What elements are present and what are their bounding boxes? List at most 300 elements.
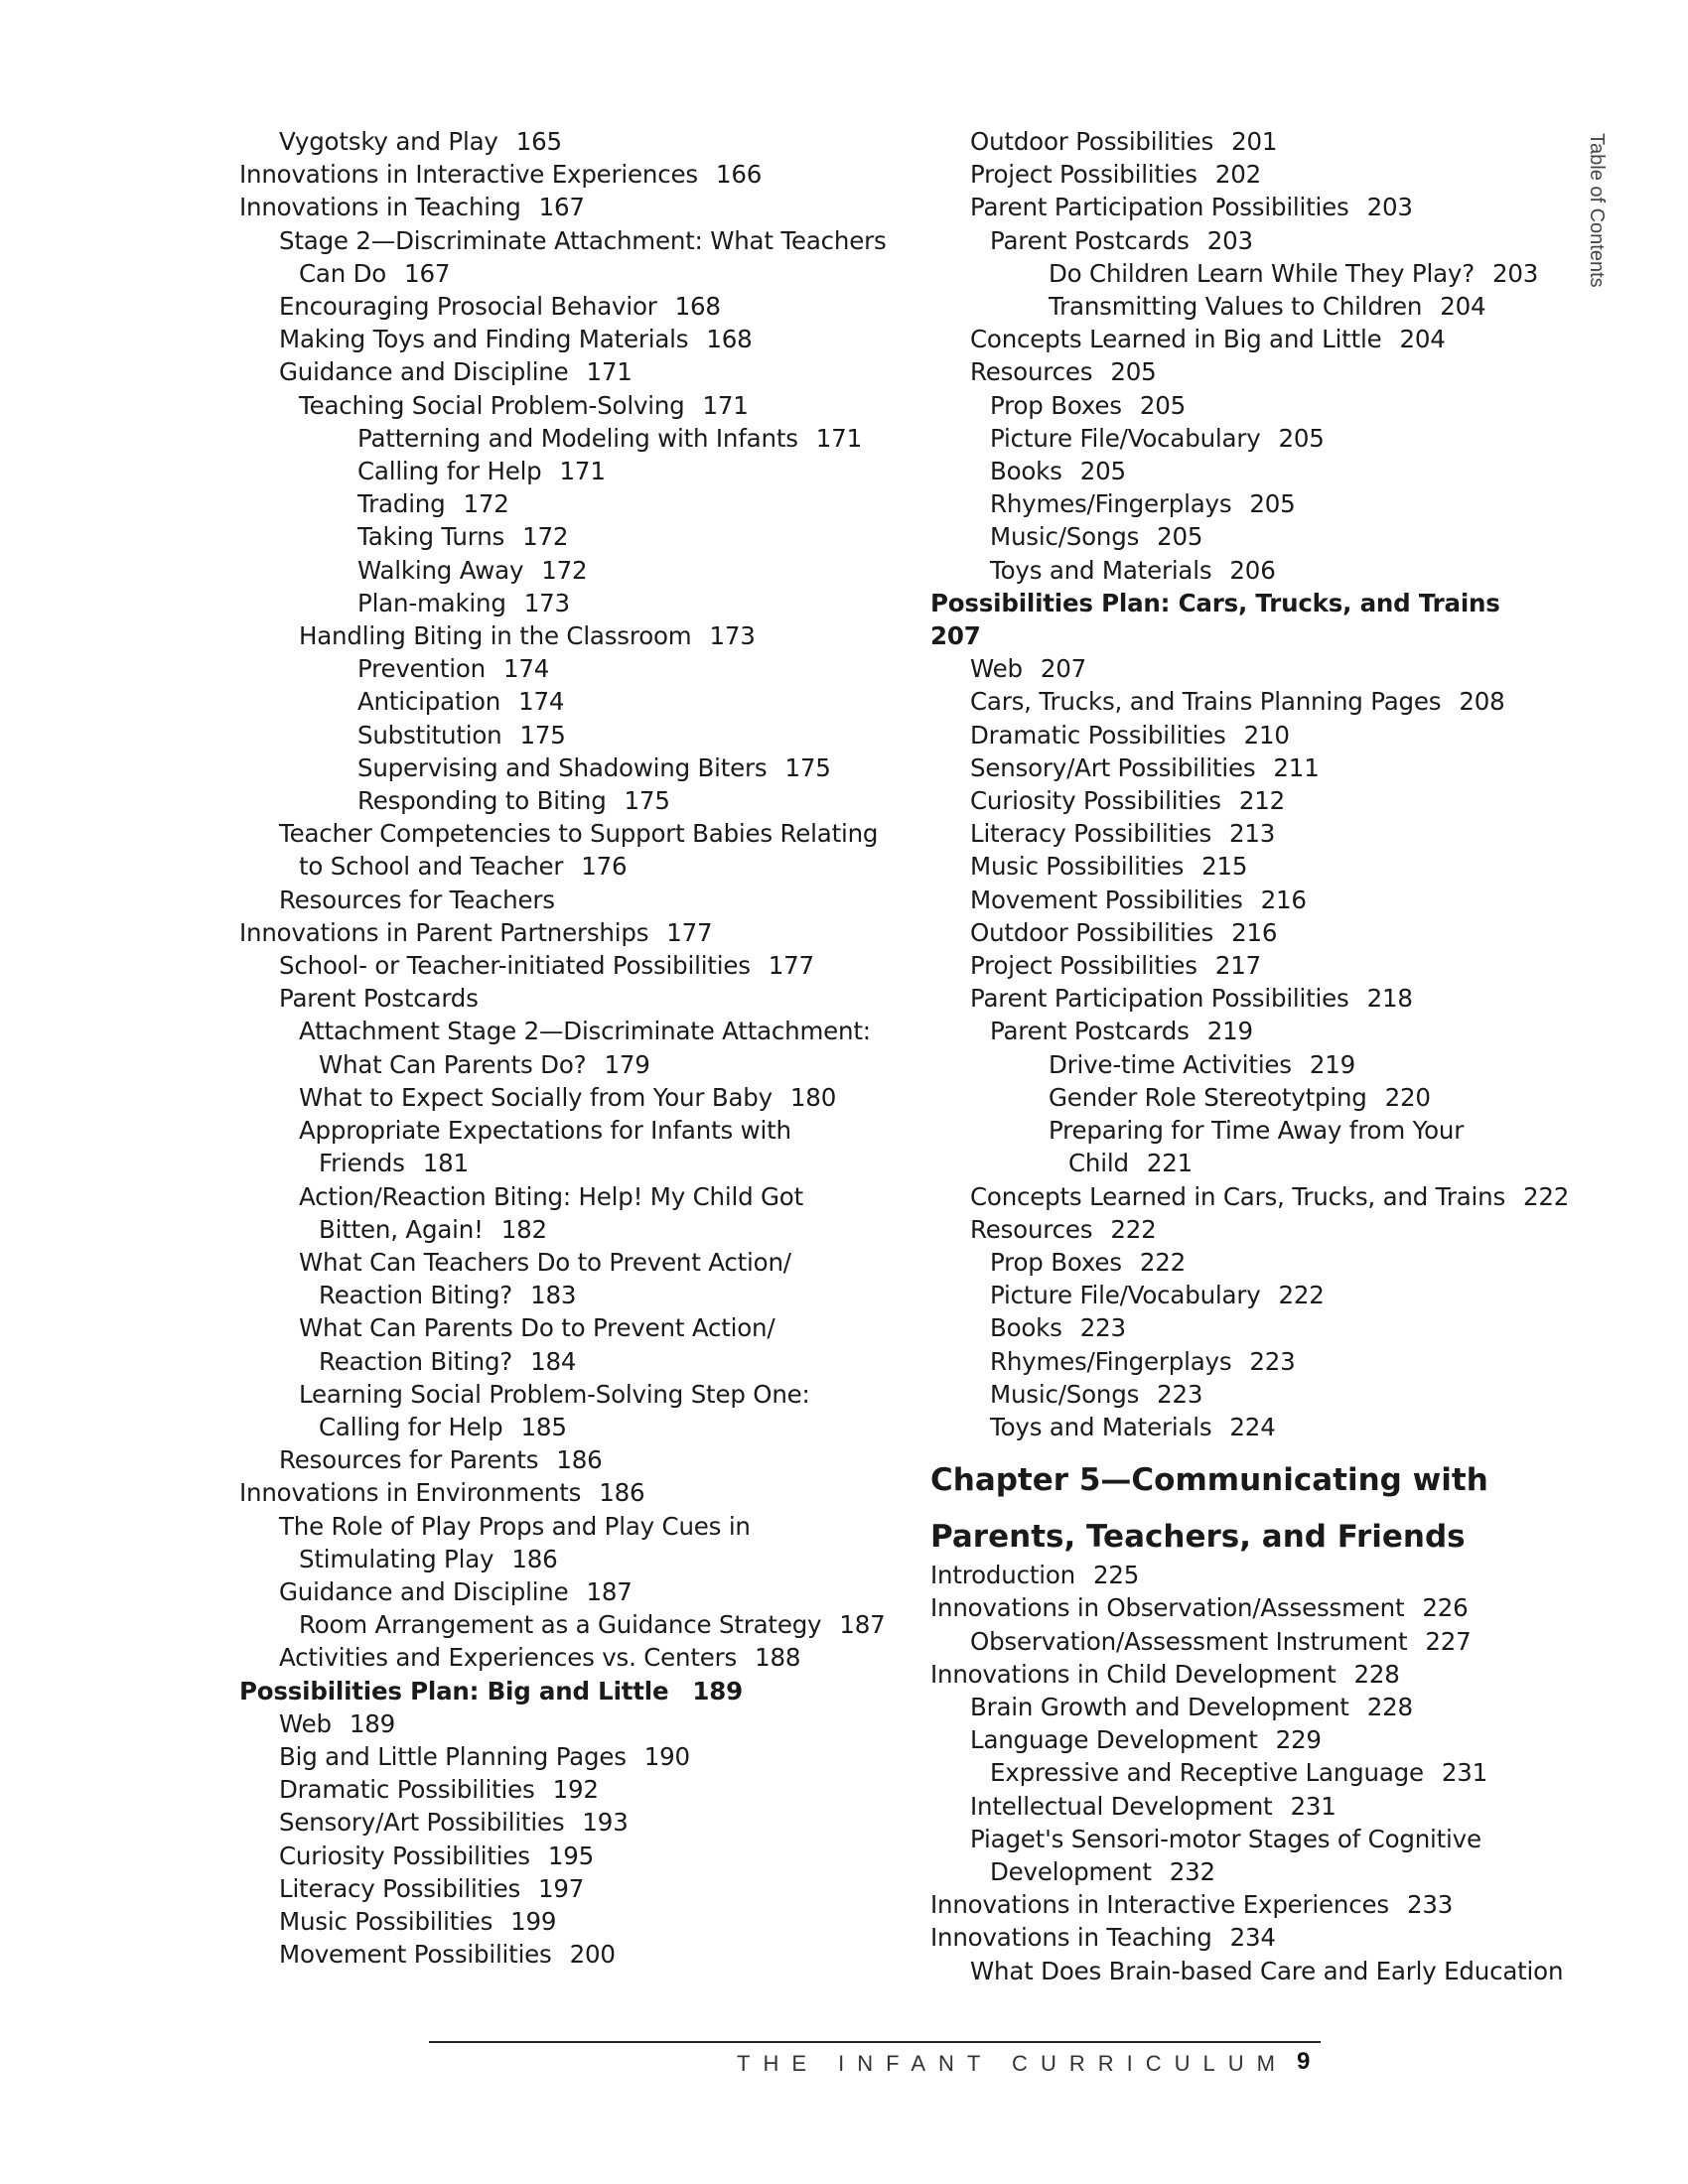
toc-section-heading <box>930 587 1566 619</box>
toc-entry-page: 219 <box>1309 1049 1356 1079</box>
toc-entry-page: 197 <box>538 1873 585 1903</box>
toc-entry-title: Possibilities Plan: Cars, Trucks, and Trains <box>930 588 1500 617</box>
toc-entry-page: 223 <box>1079 1313 1126 1343</box>
toc-entry <box>930 323 1566 355</box>
toc-entry-page: 216 <box>1260 885 1307 914</box>
toc-entry-page: 207 <box>1040 654 1086 684</box>
toc-entry-title: Project Possibilities <box>970 951 1197 981</box>
toc-entry-title: Stimulating Play <box>299 1544 494 1573</box>
toc-entry-title: What Can Teachers Do to Prevent Action/ <box>299 1247 791 1277</box>
toc-entry-page: 231 <box>1290 1791 1336 1821</box>
toc-entry-page: 181 <box>422 1149 469 1178</box>
toc-entry-title: Gender Role Stereotytping <box>1049 1082 1367 1112</box>
side-running-head: Table of Contents <box>1586 133 1608 288</box>
toc-entry <box>239 949 875 982</box>
footer-book-title: THE INFANT CURRICULUM <box>737 2051 1288 2076</box>
toc-entry-page: 186 <box>511 1544 558 1573</box>
toc-entry-title: Literacy Possibilities <box>970 819 1212 849</box>
toc-entry-page: 213 <box>1229 819 1276 849</box>
toc-entry-page: 223 <box>1157 1379 1203 1409</box>
toc-entry <box>239 1279 875 1311</box>
toc-entry-page: 171 <box>586 357 633 387</box>
toc-entry-title: Cars, Trucks, and Trains Planning Pages <box>970 687 1442 717</box>
toc-entry-page: 172 <box>463 489 509 519</box>
toc-entry-page: 182 <box>500 1214 547 1244</box>
toc-entry <box>930 422 1566 455</box>
toc-entry-title: Anticipation <box>357 687 501 717</box>
toc-entry <box>930 1723 1566 1756</box>
toc-entry-page: 228 <box>1366 1692 1413 1721</box>
toc-entry <box>930 1081 1566 1114</box>
toc-entry <box>239 389 875 422</box>
toc-entry-title: Guidance and Discipline <box>279 357 569 387</box>
toc-entry-page: 176 <box>581 852 628 882</box>
toc-entry-page: 175 <box>784 752 831 782</box>
toc-entry-title: Prevention <box>357 654 486 684</box>
toc-entry <box>930 520 1566 553</box>
toc-entry-page: 203 <box>1366 193 1413 222</box>
toc-entry-page: 177 <box>768 951 814 981</box>
toc-entry-title: Innovations in Teaching <box>930 1923 1212 1953</box>
toc-entry-title: Innovations in Teaching <box>239 193 521 222</box>
toc-entry <box>930 1591 1566 1624</box>
toc-entry <box>930 982 1566 1015</box>
toc-entry-title: Resources for Parents <box>279 1445 539 1475</box>
toc-entry-title: Curiosity Possibilities <box>970 786 1221 816</box>
toc-entry-page: 233 <box>1406 1890 1454 1920</box>
toc-entry <box>239 191 875 223</box>
toc-entry-title: Observation/Assessment Instrument <box>970 1626 1408 1656</box>
toc-entry-title: 207 <box>930 621 981 651</box>
toc-entry <box>930 1246 1566 1279</box>
toc-entry-page: 180 <box>789 1082 837 1112</box>
toc-entry <box>930 949 1566 982</box>
toc-entry-title: Parent Participation Possibilities <box>970 193 1349 222</box>
toc-entry <box>239 158 875 191</box>
toc-entry-title: Vygotsky and Play <box>279 127 498 156</box>
toc-entry <box>239 1872 875 1905</box>
toc-entry-title: Resources <box>970 1214 1093 1244</box>
toc-entry-page: 177 <box>666 917 713 947</box>
toc-entry-title: Teaching Social Problem-Solving <box>299 390 685 420</box>
toc-entry-page: 211 <box>1273 752 1320 782</box>
toc-entry-title: Calling for Help <box>357 457 542 486</box>
toc-entry <box>930 257 1566 290</box>
toc-entry-title: Sensory/Art Possibilities <box>970 752 1256 782</box>
toc-entry-page: 223 <box>1249 1346 1296 1376</box>
toc-entry-page: 204 <box>1440 292 1486 322</box>
toc-left-column <box>239 125 887 1971</box>
toc-entry-title: Rhymes/Fingerplays <box>990 489 1232 519</box>
toc-entry-title: Possibilities Plan: Big and Little <box>239 1676 669 1706</box>
toc-entry-title: Movement Possibilities <box>970 885 1243 914</box>
toc-entry-title: Reaction Biting? <box>319 1346 513 1376</box>
toc-entry <box>930 487 1566 520</box>
toc-entry-page: 229 <box>1275 1725 1322 1755</box>
toc-entry-page: 216 <box>1231 917 1278 947</box>
toc-entry <box>239 982 875 1015</box>
toc-entry-title: Web <box>279 1708 332 1738</box>
toc-entry <box>239 257 875 290</box>
toc-entry-title: Books <box>990 1313 1062 1343</box>
toc-entry <box>239 1345 875 1378</box>
toc-entry <box>239 1608 886 1641</box>
toc-entry-title: Books <box>990 457 1062 486</box>
toc-entry-page: 173 <box>523 588 570 617</box>
toc-entry-page: 205 <box>1157 522 1203 552</box>
toc-entry-page: 171 <box>702 390 749 420</box>
toc-entry <box>930 1345 1566 1378</box>
toc-entry-title: Can Do <box>299 258 387 288</box>
toc-entry <box>930 1625 1566 1658</box>
toc-entry-page: 175 <box>624 786 670 816</box>
toc-entry-title: Project Possibilities <box>970 160 1197 190</box>
toc-entry <box>239 817 879 850</box>
toc-entry <box>930 685 1566 718</box>
toc-entry-page: 179 <box>604 1049 650 1079</box>
toc-entry <box>239 520 875 553</box>
toc-entry-title: Picture File/Vocabulary <box>990 1281 1261 1310</box>
toc-entry <box>930 1147 1566 1179</box>
toc-entry <box>239 652 875 685</box>
toc-entry-page: 168 <box>706 325 753 354</box>
toc-entry-title: Expressive and Receptive Language <box>990 1758 1424 1788</box>
toc-entry-title: What Can Parents Do? <box>319 1049 587 1079</box>
toc-entry-page: 167 <box>404 258 451 288</box>
toc-entry-title: to School and Teacher <box>299 852 564 882</box>
toc-section-heading <box>239 1675 875 1707</box>
toc-entry <box>239 1510 875 1543</box>
toc-entry <box>930 1921 1566 1954</box>
toc-entry-page: 189 <box>692 1676 743 1706</box>
toc-entry <box>239 719 875 751</box>
toc-entry <box>239 1147 875 1179</box>
toc-entry-page: 172 <box>541 555 588 585</box>
toc-entry <box>239 290 875 323</box>
toc-entry-title: Innovations in Parent Partnerships <box>239 917 649 947</box>
toc-entry-page: 228 <box>1353 1659 1400 1689</box>
toc-entry-title: Parent Postcards <box>990 1017 1190 1046</box>
toc-entry-page: 171 <box>559 457 606 486</box>
toc-entry-title: Parent Participation Possibilities <box>970 984 1349 1014</box>
toc-entry-page: 202 <box>1214 160 1262 190</box>
toc-entry-title: Resources for Teachers <box>279 885 555 914</box>
toc-entry <box>930 554 1566 587</box>
toc-entry-page: 203 <box>1492 258 1539 288</box>
toc-entry <box>239 1575 875 1608</box>
toc-entry <box>930 1658 1566 1691</box>
toc-entry-page: 174 <box>518 687 565 717</box>
toc-entry-title: Do Children Learn While They Play? <box>1049 258 1476 288</box>
toc-entry <box>930 1790 1566 1823</box>
toc-entry-title: Walking Away <box>357 555 524 585</box>
toc-entry <box>239 1378 875 1411</box>
toc-entry-title: Introduction <box>930 1561 1075 1590</box>
toc-entry <box>930 1691 1566 1723</box>
toc-entry <box>239 1773 875 1806</box>
toc-entry <box>239 1180 875 1213</box>
toc-entry-page: 183 <box>530 1281 577 1310</box>
toc-entry <box>930 125 1566 158</box>
toc-entry-page: 225 <box>1092 1561 1140 1590</box>
toc-entry-page: 189 <box>349 1708 395 1738</box>
toc-entry-title: Plan-making <box>357 588 506 617</box>
toc-entry <box>930 1279 1566 1311</box>
toc-entry-title: Friends <box>319 1149 405 1178</box>
toc-entry-page: 188 <box>755 1643 801 1673</box>
toc-entry-page: 205 <box>1110 357 1157 387</box>
toc-entry-page: 190 <box>643 1741 690 1771</box>
toc-entry-page: 192 <box>552 1775 599 1805</box>
toc-entry-page: 205 <box>1278 423 1325 453</box>
toc-right-column <box>930 125 1570 1987</box>
toc-entry-title: Concepts Learned in Big and Little <box>970 325 1382 354</box>
toc-entry <box>239 1311 875 1344</box>
toc-entry-title: Teacher Competencies to Support Babies Relating <box>279 819 879 849</box>
toc-entry <box>239 1740 875 1773</box>
toc-entry-title: Music Possibilities <box>279 1906 493 1936</box>
chapter-heading: Chapter 5—Communicating with <box>930 1462 1488 1499</box>
toc-entry-title: Parent Postcards <box>990 225 1190 255</box>
toc-entry-title: Innovations in Child Development <box>930 1659 1336 1689</box>
toc-entry-page: 165 <box>515 127 562 156</box>
toc-entry-page: 217 <box>1214 951 1262 981</box>
toc-entry-page: 205 <box>1079 457 1126 486</box>
toc-entry-page: 171 <box>815 423 862 453</box>
toc-entry-page: 187 <box>839 1610 886 1640</box>
toc-entry <box>930 290 1566 323</box>
toc-entry <box>239 850 875 883</box>
toc-entry-page: 231 <box>1441 1758 1488 1788</box>
toc-entry-page: 175 <box>519 720 566 750</box>
toc-entry-page: 184 <box>530 1346 577 1376</box>
toc-entry-title: Development <box>990 1856 1152 1886</box>
toc-entry <box>930 1015 1566 1047</box>
toc-entry <box>930 1311 1566 1344</box>
toc-entry-title: Music Possibilities <box>970 852 1185 882</box>
toc-entry-title: Innovations in Interactive Experiences <box>930 1890 1389 1920</box>
toc-entry-title: Big and Little Planning Pages <box>279 1741 627 1771</box>
toc-entry-page: 215 <box>1201 852 1248 882</box>
toc-entry <box>930 1823 1566 1855</box>
toc-entry-page: 212 <box>1238 786 1285 816</box>
toc-entry <box>239 685 875 718</box>
toc-entry-page: 172 <box>522 522 569 552</box>
toc-entry-title: Learning Social Problem-Solving Step One: <box>299 1379 810 1409</box>
toc-entry <box>930 1888 1566 1921</box>
toc-entry-title: Substitution <box>357 720 502 750</box>
toc-entry-title: Patterning and Modeling with Infants <box>357 423 798 453</box>
toc-entry <box>930 751 1566 784</box>
toc-entry <box>239 1707 875 1740</box>
toc-entry <box>930 1855 1566 1888</box>
toc-entry <box>930 1048 1566 1081</box>
toc-entry <box>239 455 875 487</box>
toc-entry-page: 232 <box>1169 1856 1215 1886</box>
toc-entry <box>239 554 875 587</box>
toc-entry-title: Responding to Biting <box>357 786 607 816</box>
toc-entry-title: Toys and Materials <box>990 1412 1212 1441</box>
toc-entry <box>239 1213 875 1246</box>
toc-entry-title: Sensory/Art Possibilities <box>279 1808 565 1838</box>
toc-entry <box>930 1559 1566 1591</box>
toc-entry-title: Taking Turns <box>357 522 505 552</box>
toc-entry <box>930 850 1566 883</box>
toc-entry-page: 203 <box>1206 225 1253 255</box>
toc-entry <box>239 1114 875 1147</box>
toc-entry-title: Innovations in Environments <box>239 1478 582 1508</box>
toc-entry-title: Dramatic Possibilities <box>970 720 1226 750</box>
toc-entry-title: The Role of Play Props and Play Cues in <box>279 1511 751 1541</box>
toc-entry <box>239 1411 875 1443</box>
toc-entry <box>239 884 875 916</box>
toc-entry <box>239 422 875 455</box>
toc-entry-title: Making Toys and Finding Materials <box>279 325 689 354</box>
toc-entry-page: 167 <box>538 193 585 222</box>
toc-entry <box>930 719 1566 751</box>
toc-entry-title: Attachment Stage 2—Discriminate Attachment: <box>299 1017 871 1046</box>
toc-entry-title: Prop Boxes <box>990 390 1122 420</box>
toc-entry-title: Trading <box>357 489 446 519</box>
toc-entry <box>239 1081 875 1114</box>
toc-entry-page: 174 <box>502 654 550 684</box>
toc-entry <box>930 916 1566 949</box>
toc-entry-title: Outdoor Possibilities <box>970 127 1214 156</box>
footer-page-number: 9 <box>1297 2048 1311 2075</box>
toc-entry-page: 222 <box>1110 1214 1157 1244</box>
toc-entry-title: Dramatic Possibilities <box>279 1775 535 1805</box>
chapter-heading: Parents, Teachers, and Friends <box>930 1519 1466 1556</box>
toc-entry-title: Action/Reaction Biting: Help! My Child Got <box>299 1181 803 1211</box>
toc-entry <box>239 224 887 257</box>
toc-entry-title: Music/Songs <box>990 1379 1140 1409</box>
toc-entry-page: 205 <box>1139 390 1187 420</box>
toc-entry <box>239 1806 875 1839</box>
toc-entry-page: 221 <box>1146 1149 1193 1178</box>
toc-entry-title: Music/Songs <box>990 522 1140 552</box>
toc-entry <box>930 1955 1566 1987</box>
toc-entry-title: Movement Possibilities <box>279 1940 552 1970</box>
toc-entry <box>930 784 1566 817</box>
toc-entry-title: Rhymes/Fingerplays <box>990 1346 1232 1376</box>
toc-entry-title: Room Arrangement as a Guidance Strategy <box>299 1610 822 1640</box>
toc-entry-title: Drive-time Activities <box>1049 1049 1292 1079</box>
toc-entry-page: 210 <box>1243 720 1290 750</box>
toc-entry-title: Prop Boxes <box>990 1247 1122 1277</box>
toc-entry-page: 205 <box>1249 489 1296 519</box>
toc-entry <box>930 1378 1566 1411</box>
toc-entry-title: What Does Brain-based Care and Early Education <box>970 1956 1564 1985</box>
toc-entry <box>239 355 875 388</box>
toc-entry <box>930 884 1566 916</box>
toc-entry <box>930 389 1566 422</box>
toc-entry-title: Web <box>970 654 1023 684</box>
toc-entry-title: Bitten, Again! <box>319 1214 484 1244</box>
toc-entry-page: 193 <box>582 1808 629 1838</box>
toc-entry-page: 220 <box>1384 1082 1431 1112</box>
toc-entry <box>239 751 875 784</box>
toc-entry-title: School- or Teacher-initiated Possibilities <box>279 951 751 981</box>
toc-entry <box>239 125 875 158</box>
toc-entry-title: Activities and Experiences vs. Centers <box>279 1643 738 1673</box>
toc-entry-title: Language Development <box>970 1725 1258 1755</box>
toc-entry-title: Piaget's Sensori-motor Stages of Cognitive <box>970 1824 1481 1853</box>
toc-entry <box>930 1213 1566 1246</box>
toc-entry-page: 222 <box>1523 1181 1570 1211</box>
toc-entry-title: Calling for Help <box>319 1412 503 1441</box>
toc-entry-page: 195 <box>547 1841 594 1870</box>
toc-entry-page: 206 <box>1229 555 1276 585</box>
toc-entry-title: Intellectual Development <box>970 1791 1273 1821</box>
toc-entry-page: 186 <box>599 1478 645 1508</box>
toc-entry-title: What to Expect Socially from Your Baby <box>299 1082 773 1112</box>
toc-entry-title: What Can Parents Do to Prevent Action/ <box>299 1313 775 1343</box>
toc-entry-title: Innovations in Interactive Experiences <box>239 160 698 190</box>
toc-entry-title: Concepts Learned in Cars, Trucks, and Trains <box>970 1181 1506 1211</box>
toc-entry-title: Appropriate Expectations for Infants with <box>299 1116 791 1146</box>
toc-entry-page: 201 <box>1231 127 1278 156</box>
toc-entry <box>239 1476 875 1509</box>
toc-section-heading <box>930 619 1566 652</box>
toc-entry-title: Brain Growth and Development <box>970 1692 1349 1721</box>
toc-entry-title: Innovations in Observation/Assessment <box>930 1593 1405 1623</box>
toc-entry-title: Picture File/Vocabulary <box>990 423 1261 453</box>
toc-entry <box>930 1114 1566 1147</box>
toc-entry-title: Transmitting Values to Children <box>1049 292 1423 322</box>
toc-entry <box>239 619 875 652</box>
toc-entry-page: 218 <box>1366 984 1413 1014</box>
toc-entry-page: 227 <box>1425 1626 1472 1656</box>
toc-entry <box>239 916 875 949</box>
toc-entry-page: 222 <box>1278 1281 1325 1310</box>
toc-entry <box>239 487 875 520</box>
toc-entry <box>239 1015 875 1047</box>
toc-entry <box>239 1543 875 1575</box>
toc-entry-title: Reaction Biting? <box>319 1281 513 1310</box>
toc-entry <box>930 1411 1566 1443</box>
toc-entry <box>930 1756 1566 1789</box>
toc-entry <box>239 1840 875 1872</box>
toc-entry <box>930 191 1566 223</box>
toc-entry <box>239 1905 875 1938</box>
toc-entry-title: Parent Postcards <box>279 984 479 1014</box>
toc-entry <box>930 817 1566 850</box>
toc-entry-page: 186 <box>556 1445 603 1475</box>
toc-entry-title: Guidance and Discipline <box>279 1576 569 1606</box>
toc-entry-page: 187 <box>586 1576 633 1606</box>
toc-entry-title: Resources <box>970 357 1093 387</box>
toc-entry <box>930 455 1566 487</box>
toc-entry-title: Encouraging Prosocial Behavior <box>279 292 657 322</box>
toc-entry-page: 166 <box>715 160 763 190</box>
toc-entry-title: Outdoor Possibilities <box>970 917 1214 947</box>
toc-entry-title: Supervising and Shadowing Biters <box>357 752 768 782</box>
toc-entry-title: Stage 2—Discriminate Attachment: What Teachers <box>279 225 887 255</box>
toc-entry-title: Child <box>1068 1149 1129 1178</box>
toc-entry-page: 222 <box>1139 1247 1187 1277</box>
toc-entry <box>930 355 1566 388</box>
toc-entry <box>930 1180 1570 1213</box>
toc-entry-page: 168 <box>674 292 721 322</box>
toc-entry <box>239 1938 875 1971</box>
toc-entry-page: 208 <box>1459 687 1505 717</box>
toc-entry <box>239 784 875 817</box>
toc-entry-title: Curiosity Possibilities <box>279 1841 530 1870</box>
toc-entry <box>239 1443 875 1476</box>
toc-entry <box>930 652 1566 685</box>
toc-entry <box>239 1641 875 1674</box>
toc-entry-page: 200 <box>569 1940 616 1970</box>
